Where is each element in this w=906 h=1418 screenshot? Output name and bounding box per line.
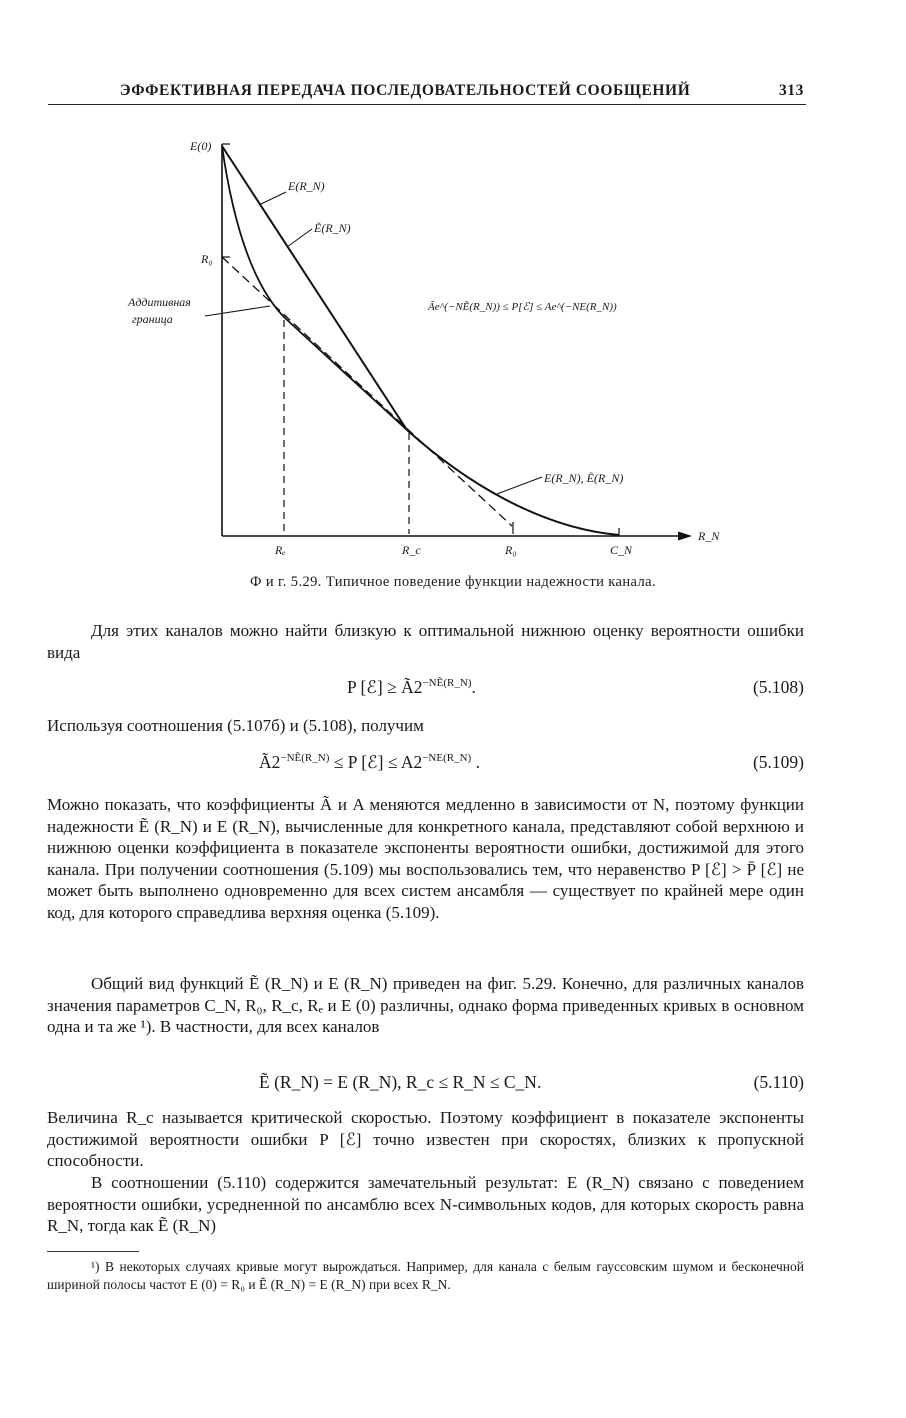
paragraph-6: В соотношении (5.110) содержится замечательный результат: E (R_N) связано с поведением вероятности ошибки, усредненной по ансамблю всех N-символьных кодов, для которых скорость равна R_N, тогда как Ẽ (R_N) — [47, 1173, 804, 1235]
footnote-rule — [47, 1251, 139, 1252]
label-merged-curve: E(R_N), Ẽ(R_N) — [544, 471, 624, 485]
figure-caption: Ф и г. 5.29. Типичное поведение функции надежности канала. — [249, 574, 656, 590]
r0-axis-label: R₀ — [201, 252, 213, 266]
equation-5-109: $Ã2^{-NẼ(R\_N)} \le P$ [ℰ] ≤ $A2^{-NE(R\_N)}$ . (5.109) — [259, 752, 804, 772]
leader-upper — [261, 192, 286, 204]
paragraph-1: Для этих каналов можно найти близкую к оптимальной нижнюю оценку вероятности ошибки вида — [47, 621, 804, 662]
label-upper-curve: E(R_N) — [288, 179, 325, 193]
equation-5-108: P [ℰ] ≥ $Ã2^{-NẼ(R\_N)}$. (5.108) — [347, 677, 804, 697]
header-title: ЭФФЕКТИВНАЯ ПЕРЕДАЧА ПОСЛЕДОВАТЕЛЬНОСТЕЙ СООБЩЕНИЙ — [120, 82, 691, 99]
leader-merged — [497, 477, 542, 494]
leader-lower — [287, 229, 312, 247]
paragraph-5: Величина R_c называется критической скоростью. Поэтому коэффициент в показателе экспоненты достижимой вероятности ошибки P [ℰ] точно известен при скоростях, близких к пропускной способности. — [47, 1108, 804, 1170]
label-bound-line2: граница — [132, 312, 173, 326]
paragraph-4: Общий вид функций Ẽ (R_N) и E (R_N) приведен на фиг. 5.29. Конечно, для различных каналов значения параметров C_N, R₀, R_c, Rₑ и E (0) различны, однако форма приведенных кривых в основном одна и та же ¹). В частности, для всех каналов — [47, 974, 804, 1036]
footnote: ¹) В некоторых случаях кривые могут вырождаться. Например, для канала с белым гауссовским шумом и бесконечной шириной полосы частот E (0) = R₀ и Ẽ (R_N) = E (R_N) при всех R_N. — [47, 1259, 804, 1292]
label-bound-line1: Аддитивная — [128, 295, 191, 309]
x-tick-cn: C_N — [610, 543, 633, 557]
label-lower-curve: Ẽ(R_N) — [314, 221, 351, 235]
running-header — [48, 78, 806, 105]
x-axis-label: R_N — [698, 529, 720, 543]
additive-bound-line — [222, 257, 512, 526]
equation-5-110: Ẽ (R_N) = E (R_N), R_c ≤ R_N ≤ C_N. (5.110) — [259, 1072, 804, 1092]
y-axis-label: E(0) — [190, 139, 212, 153]
x-axis-arrow — [678, 532, 692, 541]
paragraph-3: Можно показать, что коэффициенты Ã и A меняются медленно в зависимости от N, поэтому функции надежности Ẽ (R_N) и E (R_N), вычисленные для конкретного канала, представляют собой верхнюю и нижнюю оценки коэффициента в показателе экспоненты вероятности ошибки, достижимой для этого канала. При получении соотношения (5.109) мы воспользовались тем, что неравенство P [ℰ] > P̄ [ℰ] не может быть выполнено одновременно для всех систем ансамбля — существует по крайней мере один код, для которого справедлива верхняя оценка (5.109). — [47, 795, 804, 922]
leader-bound — [205, 306, 270, 316]
page-number: 313 — [778, 82, 804, 99]
x-tick-rc: R_c — [402, 543, 421, 557]
inequality-annotation: Ãe^(−NẼ(R_N)) ≤ P[ℰ] ≤ Ae^(−NE(R_N)) — [428, 301, 617, 313]
x-tick-r0: R₀ — [505, 543, 517, 557]
paragraph-2: Используя соотношения (5.107б) и (5.108), получим — [47, 716, 424, 735]
x-tick-re: Rₑ — [275, 543, 286, 557]
reliability-function-figure — [110, 130, 730, 562]
